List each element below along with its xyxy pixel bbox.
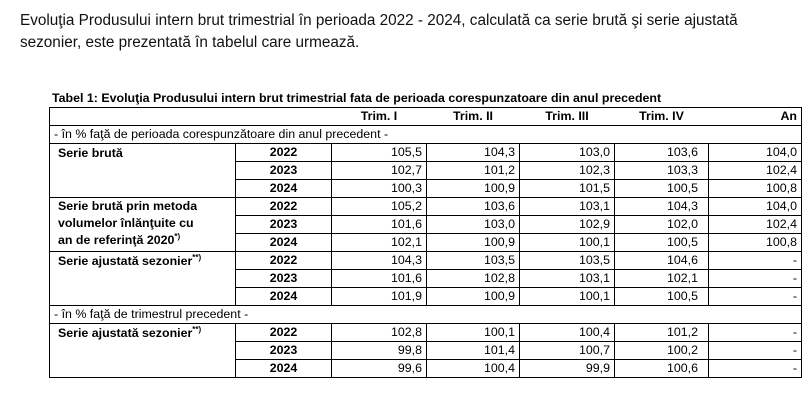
year-cell: 2023 (236, 162, 332, 180)
year-cell: 2022 (236, 198, 332, 216)
year-cell: 2024 (236, 180, 332, 198)
year-cell: 2022 (236, 324, 332, 342)
value-cell: 100,3 (332, 180, 427, 198)
value-cell: 100,8 (709, 234, 802, 252)
value-cell: - (709, 270, 802, 288)
header-trim-4: Trim. IV (615, 108, 709, 126)
table-header-row (50, 108, 802, 126)
value-cell: - (709, 324, 802, 342)
block-label-seasonally-adjusted-qoq (50, 324, 236, 378)
year-cell: 2023 (236, 342, 332, 360)
year-cell: 2023 (236, 270, 332, 288)
value-cell: 103,6 (427, 198, 520, 216)
table-row (50, 324, 802, 342)
table-row (50, 144, 802, 162)
value-cell: 102,8 (332, 324, 427, 342)
value-cell: 104,3 (427, 144, 520, 162)
value-cell: 104,3 (615, 198, 709, 216)
block-label-seasonally-adjusted (50, 252, 236, 306)
year-cell: 2024 (236, 234, 332, 252)
table-row (50, 252, 802, 270)
value-cell: 100,4 (427, 360, 520, 378)
section-title-yoy (50, 126, 802, 144)
value-cell: 100,9 (427, 234, 520, 252)
value-cell: 103,0 (427, 216, 520, 234)
header-an: An (709, 108, 802, 126)
value-cell: 101,6 (332, 216, 427, 234)
value-cell: 101,5 (520, 180, 615, 198)
table-row (50, 198, 802, 216)
value-cell: 100,1 (520, 234, 615, 252)
value-cell: 100,1 (427, 324, 520, 342)
footnote-marker: **) (192, 325, 202, 334)
value-cell: 105,2 (332, 198, 427, 216)
value-cell: - (709, 252, 802, 270)
year-cell: 2024 (236, 288, 332, 306)
value-cell: 101,6 (332, 270, 427, 288)
value-cell: - (709, 342, 802, 360)
value-cell: 102,3 (520, 162, 615, 180)
value-cell: 100,5 (615, 234, 709, 252)
value-cell: 100,9 (427, 288, 520, 306)
value-cell: 103,5 (520, 252, 615, 270)
block-label-line-2: volumelor înlănţuite cu (58, 216, 194, 230)
value-cell: 99,8 (332, 342, 427, 360)
value-cell: 100,7 (520, 342, 615, 360)
value-cell: 100,1 (520, 288, 615, 306)
value-cell: 100,5 (615, 288, 709, 306)
value-cell: 102,4 (709, 216, 802, 234)
year-cell: 2022 (236, 144, 332, 162)
value-cell: 104,0 (709, 198, 802, 216)
block-label-line-3 (58, 232, 231, 249)
year-cell: 2024 (236, 360, 332, 378)
footnote-marker: *) (174, 232, 181, 241)
value-cell: 100,2 (615, 342, 709, 360)
value-cell: 102,0 (615, 216, 709, 234)
section-title-row (50, 306, 802, 324)
value-cell: 100,5 (615, 180, 709, 198)
value-cell: - (709, 360, 802, 378)
block-label-chain-volumes (50, 198, 236, 252)
block-label-text: Serie ajustată sezonier (58, 254, 193, 268)
value-cell: 101,2 (427, 162, 520, 180)
table-caption: Tabel 1: Evoluţia Produsului intern brut trimestrial fata de perioada corespunzatoare din anul precedent (52, 91, 662, 105)
value-cell: 102,1 (332, 234, 427, 252)
value-cell: 102,9 (520, 216, 615, 234)
value-cell: 99,9 (520, 360, 615, 378)
header-trim-3: Trim. III (520, 108, 615, 126)
value-cell: 101,4 (427, 342, 520, 360)
block-label-text: Serie ajustată sezonier (58, 326, 193, 340)
footnote-marker: **) (192, 253, 202, 262)
value-cell: 101,9 (332, 288, 427, 306)
intro-paragraph: Evoluţia Produsului intern brut trimestrial în perioada 2022 - 2024, calculată ca serie brută şi serie ajustată sezonier, este prezentată în tabelul care urmează. (20, 12, 738, 51)
value-cell: 103,0 (520, 144, 615, 162)
section-title-qoq-text: - în % faţă de trimestrul precedent - (54, 307, 249, 321)
value-cell: 100,9 (427, 180, 520, 198)
value-cell: 102,7 (332, 162, 427, 180)
year-cell: 2023 (236, 216, 332, 234)
value-cell: 104,3 (332, 252, 427, 270)
value-cell: 102,4 (709, 162, 802, 180)
value-cell: 103,5 (427, 252, 520, 270)
block-label-line-3-text: an de referinţă 2020 (58, 233, 175, 247)
value-cell: 105,5 (332, 144, 427, 162)
value-cell: 100,6 (615, 360, 709, 378)
value-cell: 104,6 (615, 252, 709, 270)
gdp-table (49, 107, 802, 378)
header-trim-2: Trim. II (427, 108, 520, 126)
value-cell: 103,3 (615, 162, 709, 180)
value-cell: 101,2 (615, 324, 709, 342)
section-title-qoq (50, 306, 802, 324)
value-cell: 99,6 (332, 360, 427, 378)
value-cell: 100,4 (520, 324, 615, 342)
value-cell: 100,8 (709, 180, 802, 198)
value-cell: 103,1 (520, 270, 615, 288)
header-year-empty (236, 108, 332, 126)
block-label-serie-bruta: Serie brută (50, 144, 236, 198)
header-empty (50, 108, 236, 126)
block-label-line-1: Serie brută prin metoda (58, 199, 198, 213)
header-trim-1: Trim. I (332, 108, 427, 126)
value-cell: - (709, 288, 802, 306)
value-cell: 102,1 (615, 270, 709, 288)
year-cell: 2022 (236, 252, 332, 270)
value-cell: 103,6 (615, 144, 709, 162)
section-title-yoy-text: - în % faţă de perioada corespunzătoare din anul precedent - (54, 127, 389, 141)
section-title-row (50, 126, 802, 144)
value-cell: 102,8 (427, 270, 520, 288)
value-cell: 103,1 (520, 198, 615, 216)
value-cell: 104,0 (709, 144, 802, 162)
